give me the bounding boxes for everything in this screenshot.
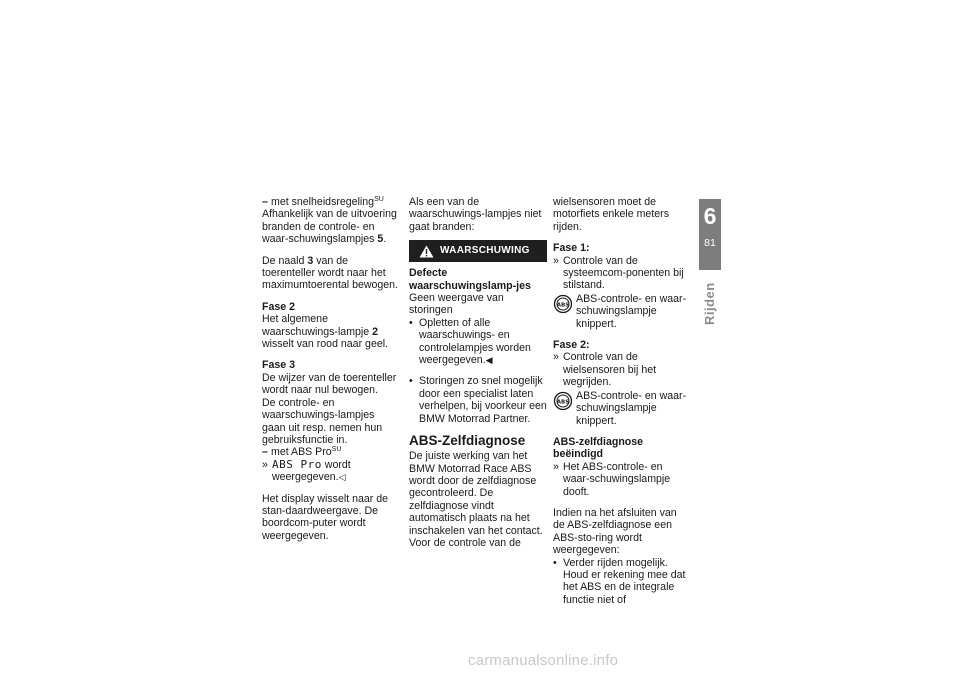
chapter-tab <box>699 199 721 270</box>
paragraph: De juiste werking van het BMW Motorrad Race ABS wordt door de zelfdiagnose gecontroleerd. De zelfdiagnose vindt automatisch plaats na het inschakelen van het contact. Voor de controle van de <box>409 450 543 549</box>
step-mark: » <box>553 254 559 267</box>
end-mark: ◀ <box>485 355 493 366</box>
column-3 <box>553 196 691 606</box>
step-mark: » <box>553 460 559 473</box>
paragraph <box>262 208 400 245</box>
callout-number: 5 <box>377 233 384 246</box>
text-span: Het algemene waarschuwings-lampje <box>262 313 373 338</box>
text-span: Opletten of alle waarschuwings- en controlelampjes worden weergegeven. <box>419 316 531 367</box>
bullet-mark: • <box>553 556 557 569</box>
text-span: Het ABS-controle- en waar-schuwingslampje dooft. <box>563 460 671 498</box>
paragraph: Het display wisselt naar de stan-daardweergave. De boordcom-puter wordt weergegeven. <box>262 492 389 542</box>
paragraph: Indien na het afsluiten van de ABS-zelfdiagnose een ABS-sto-ring wordt weergegeven: <box>553 506 677 557</box>
step-mark: » <box>553 351 559 364</box>
dash-mark: – <box>262 446 268 459</box>
step-item <box>553 351 691 388</box>
list-item <box>262 196 400 208</box>
abs-note: ABS-controle- en waar-schuwingslampje knippert. <box>576 292 687 330</box>
bullet-mark: • <box>409 316 413 329</box>
section-heading: Fase 2 <box>262 300 295 313</box>
text-span: wisselt van rood naar geel. <box>262 338 389 351</box>
callout-number: 3 <box>307 254 314 267</box>
paragraph: Geen weergave van storingen <box>409 292 504 317</box>
chapter-title: Rijden <box>701 282 717 326</box>
end-mark: ◁ <box>338 472 346 483</box>
section-heading: Fase 1: <box>553 242 590 255</box>
column-1 <box>262 196 400 542</box>
text-span: van de toerenteller wordt naar het maximumtoerental bewogen. <box>262 254 399 292</box>
warning-banner <box>409 240 547 262</box>
step-mark: » <box>262 458 268 471</box>
item-text: met snelheidsregeling <box>271 196 375 208</box>
display-text: ABS Pro <box>272 457 322 471</box>
paragraph: De controle- en waarschuwings-lampjes gaan uit resp. nemen hun gebruiksfunctie in. <box>262 396 383 446</box>
bullet-item <box>409 317 547 367</box>
abs-warning-icon <box>553 294 573 314</box>
section-heading: ABS-Zelfdiagnose <box>409 433 526 449</box>
section-heading: Fase 3 <box>262 359 295 372</box>
svg-text:ABS: ABS <box>556 302 570 309</box>
text-span: Storingen zo snel mogelijk door een specialist laten verhelpen, bij voorkeur een BMW Motorrad Partner. <box>419 375 547 425</box>
abs-warning-icon <box>553 391 573 411</box>
warning-label: WAARSCHUWING <box>440 245 530 257</box>
step-item <box>553 255 691 292</box>
paragraph <box>262 255 400 292</box>
bullet-item <box>553 557 691 607</box>
text-span: Controle van de wielsensoren bij het wegrijden. <box>563 351 657 389</box>
superscript-su: SU <box>331 446 342 454</box>
text-span: Controle van de systeemcom-ponenten bij stilstand. <box>563 254 684 292</box>
section-heading: ABS-zelfdiagnose beëindigd <box>553 435 644 461</box>
step-item <box>262 459 400 484</box>
page-number: 81 <box>704 237 716 249</box>
paragraph: Als een van de waarschuwings-lampjes niet gaat branden: <box>409 196 542 233</box>
dash-mark: – <box>262 196 268 208</box>
chapter-number: 6 <box>703 203 717 229</box>
column-2 <box>409 196 547 549</box>
paragraph: De wijzer van de toerenteller wordt naar nul bewogen. <box>262 371 397 397</box>
bullet-item <box>409 375 547 425</box>
abs-note: ABS-controle- en waar-schuwingslampje knippert. <box>576 389 687 427</box>
section-heading: Fase 2: <box>553 339 590 352</box>
text-span: De naald <box>262 254 308 267</box>
callout-number: 2 <box>372 325 379 338</box>
step-item <box>553 461 691 498</box>
item-text: met ABS Pro <box>271 446 332 459</box>
superscript-su: SU <box>374 196 384 203</box>
abs-indicator-row <box>553 390 691 427</box>
svg-text:ABS: ABS <box>556 398 570 405</box>
text-span: . <box>383 233 387 246</box>
section-heading: Defecte waarschuwingslamp-jes <box>409 267 531 292</box>
text-span: wordt weergegeven. <box>272 458 351 484</box>
warning-triangle-icon <box>419 245 434 258</box>
paragraph: wielsensoren moet de motorfiets enkele meters rijden. <box>553 196 669 233</box>
watermark: carmanualsonline.info <box>468 652 619 669</box>
bullet-mark: • <box>409 375 413 388</box>
abs-indicator-row <box>553 293 691 330</box>
paragraph <box>262 313 400 350</box>
text-span: Afhankelijk van de uitvoering branden de controle- en waar-schuwingslampjes <box>262 208 397 246</box>
text-span: Verder rijden mogelijk. Houd er rekening mee dat het ABS en de integrale functie niet of <box>563 556 686 606</box>
